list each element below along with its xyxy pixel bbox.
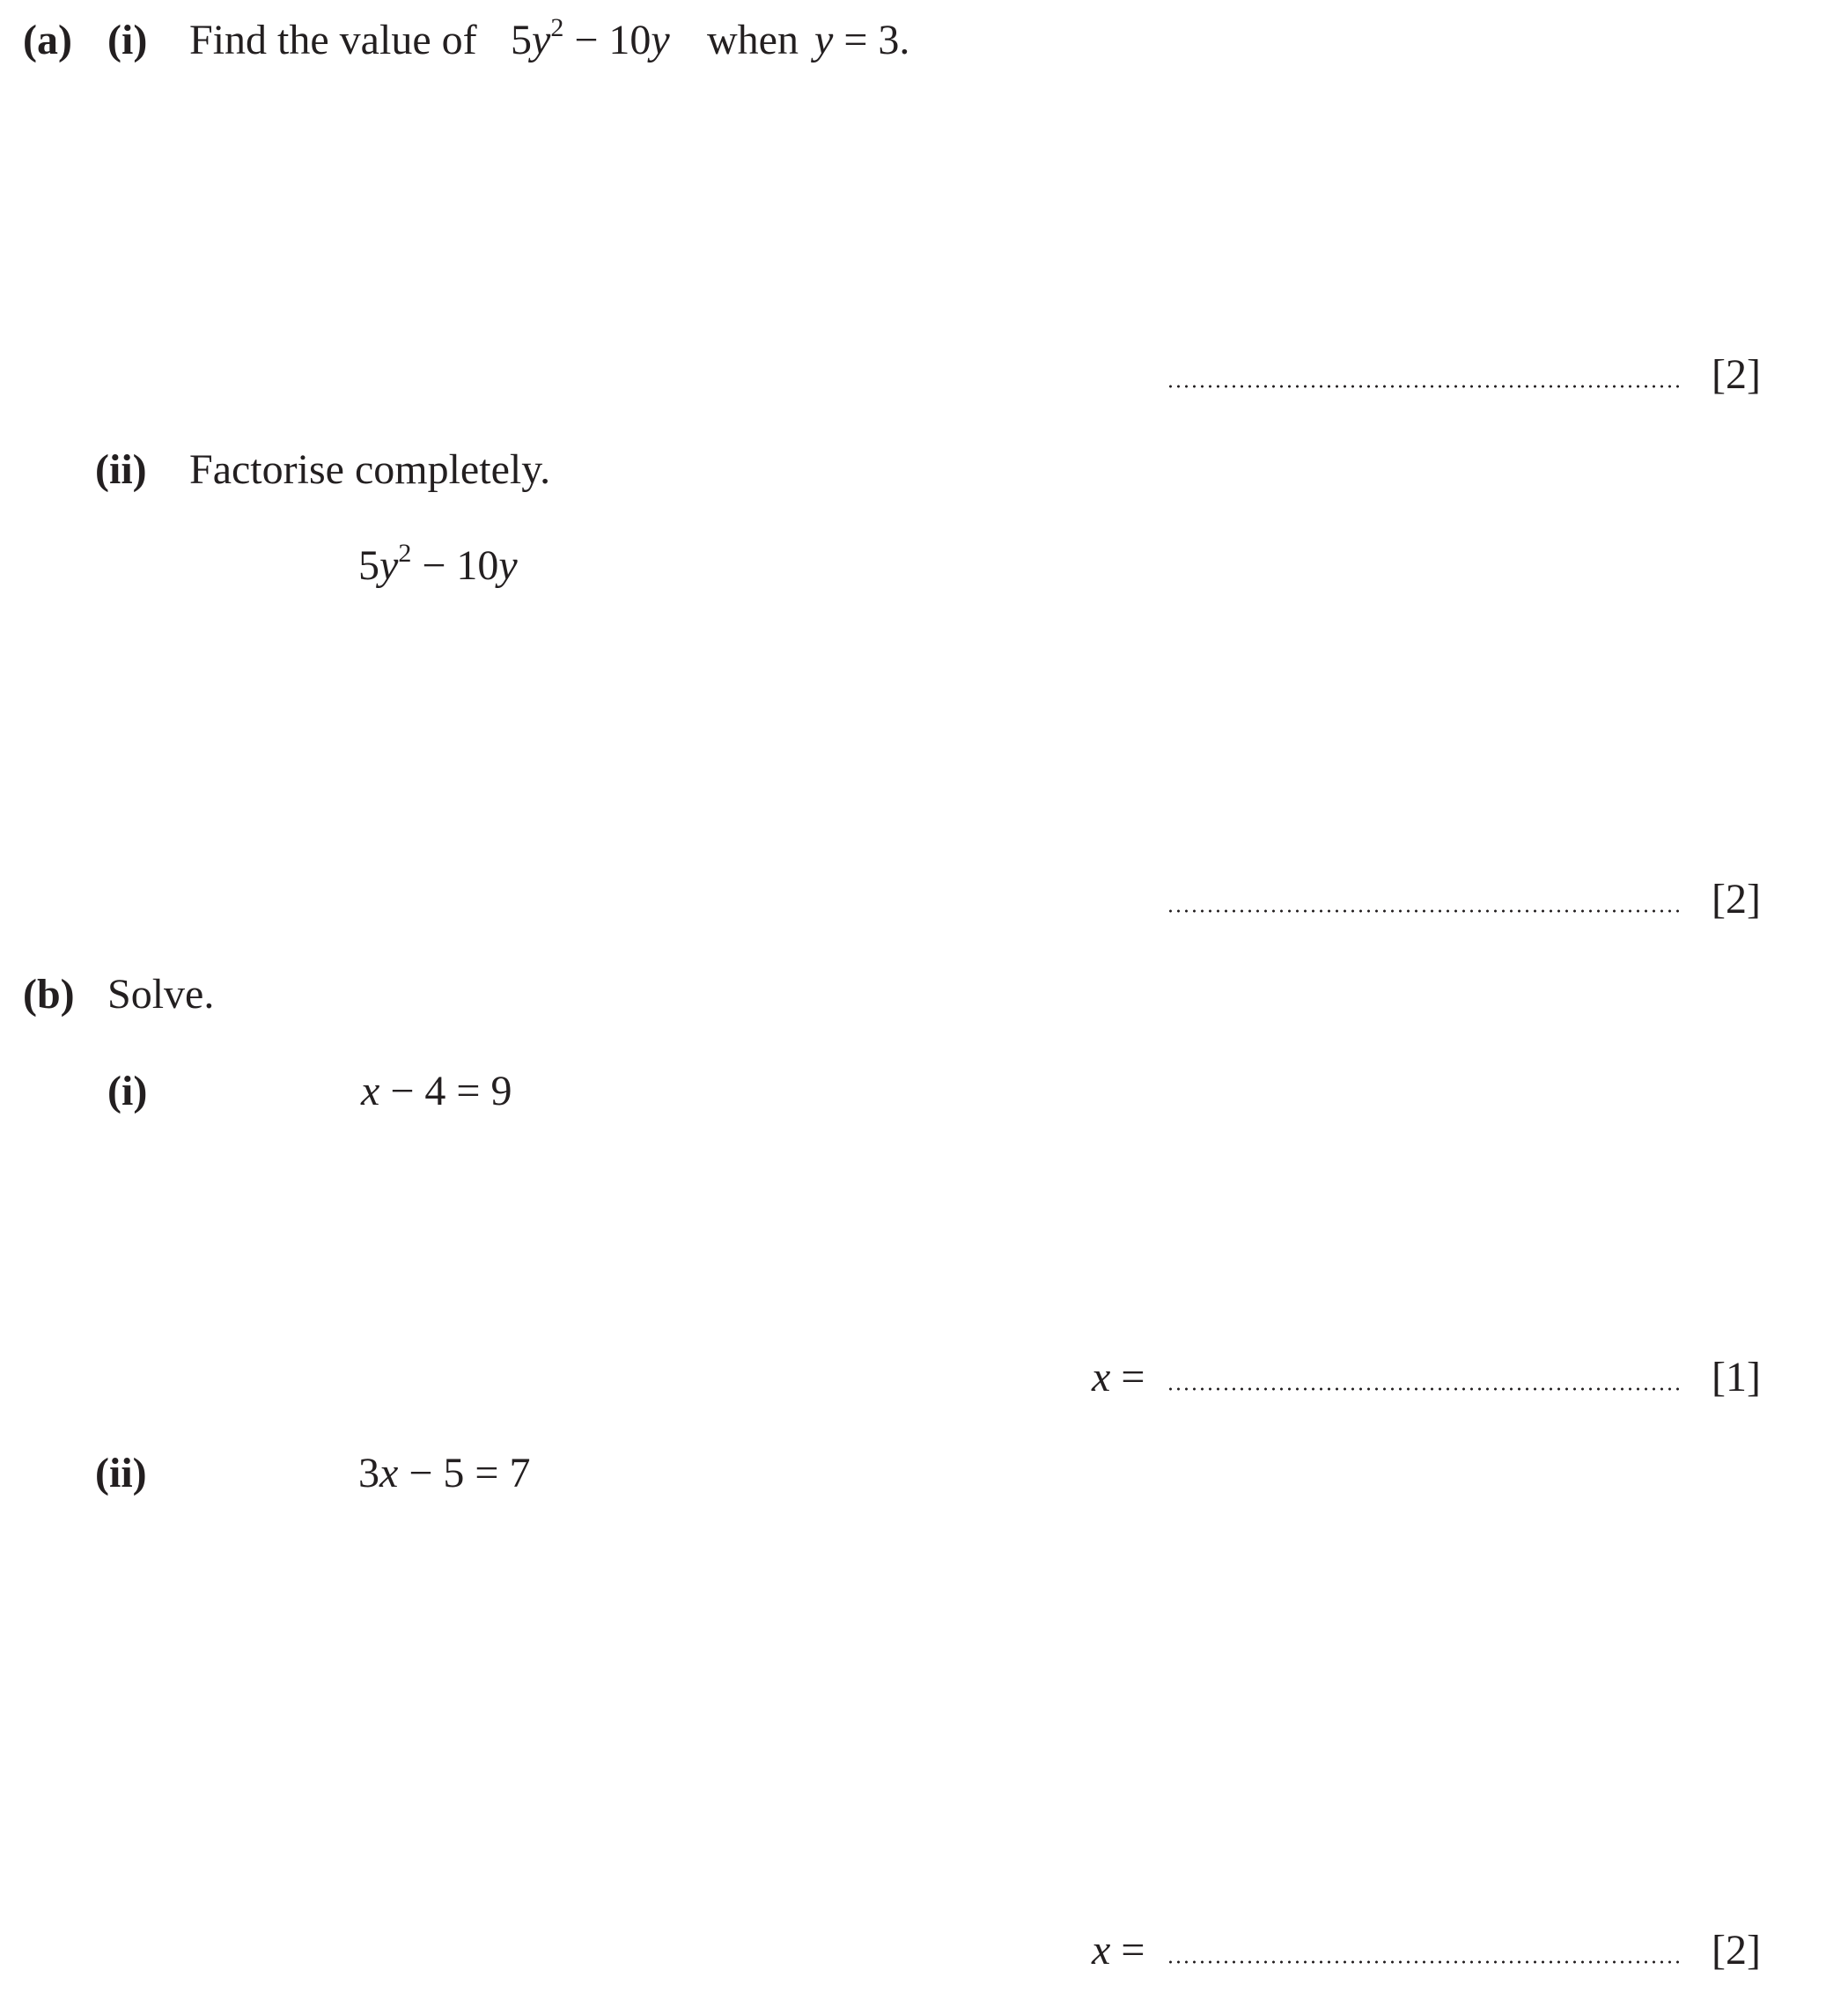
eq-rest: − 5 = 7	[409, 1450, 531, 1496]
answer-equals: =	[1121, 1927, 1145, 1974]
part-a-i-marks: [2]	[1712, 351, 1761, 398]
part-a-ii-marks: [2]	[1712, 876, 1761, 922]
expr-var2: y	[498, 542, 518, 589]
answer-var: x	[1092, 1354, 1111, 1400]
expr-coef2: 10	[608, 17, 652, 63]
part-b-i-answer-line[interactable]	[1167, 1387, 1681, 1391]
expr-var: y	[532, 17, 551, 63]
part-b-label: (b)	[23, 971, 75, 1018]
expr-coef2: 10	[456, 542, 499, 589]
eq-var: x	[379, 1450, 399, 1496]
cond-var: y	[814, 17, 834, 63]
part-b-ii-answer-line[interactable]	[1167, 1960, 1681, 1964]
part-b-ii-equation	[358, 1452, 530, 1495]
answer-equals: =	[1121, 1354, 1145, 1400]
part-b-instruction: Solve.	[107, 971, 215, 1018]
eq-coef: 3	[358, 1450, 379, 1496]
part-a-i-expression	[511, 13, 670, 63]
part-a-i-when-text: when	[707, 17, 799, 63]
part-b-i-marks: [1]	[1712, 1354, 1761, 1400]
expr-exponent: 2	[398, 539, 412, 568]
expr-minus: −	[422, 542, 446, 589]
part-b-i-answer-prefix	[1092, 1356, 1145, 1399]
part-a-ii-expression	[358, 539, 518, 589]
part-b-i-label: (i)	[107, 1068, 148, 1114]
part-b-ii-marks: [2]	[1712, 1927, 1761, 1974]
part-b-ii-answer-prefix	[1092, 1927, 1145, 1974]
expr-var2: y	[651, 17, 670, 63]
part-a-ii-answer-line[interactable]	[1167, 909, 1681, 913]
part-a-i-question-text: Find the value of	[189, 17, 477, 63]
part-a-label: (a)	[23, 17, 72, 63]
eq-var: x	[361, 1068, 380, 1114]
cond-rest: = 3.	[843, 17, 910, 63]
expr-coef: 5	[358, 542, 379, 589]
part-b-ii-label: (ii)	[95, 1450, 147, 1496]
eq-rest: − 4 = 9	[390, 1068, 512, 1114]
part-a-i-answer-line[interactable]	[1167, 385, 1681, 388]
expr-exponent: 2	[550, 13, 564, 42]
part-a-ii-question-text: Factorise completely.	[189, 446, 551, 493]
expr-coef: 5	[511, 17, 532, 63]
expr-var: y	[379, 542, 399, 589]
answer-var: x	[1092, 1927, 1111, 1974]
part-a-i-label: (i)	[107, 17, 148, 63]
expr-minus: −	[574, 17, 599, 63]
part-a-ii-label: (ii)	[95, 446, 147, 493]
part-a-i-condition	[814, 19, 909, 62]
part-b-i-equation	[361, 1070, 512, 1113]
